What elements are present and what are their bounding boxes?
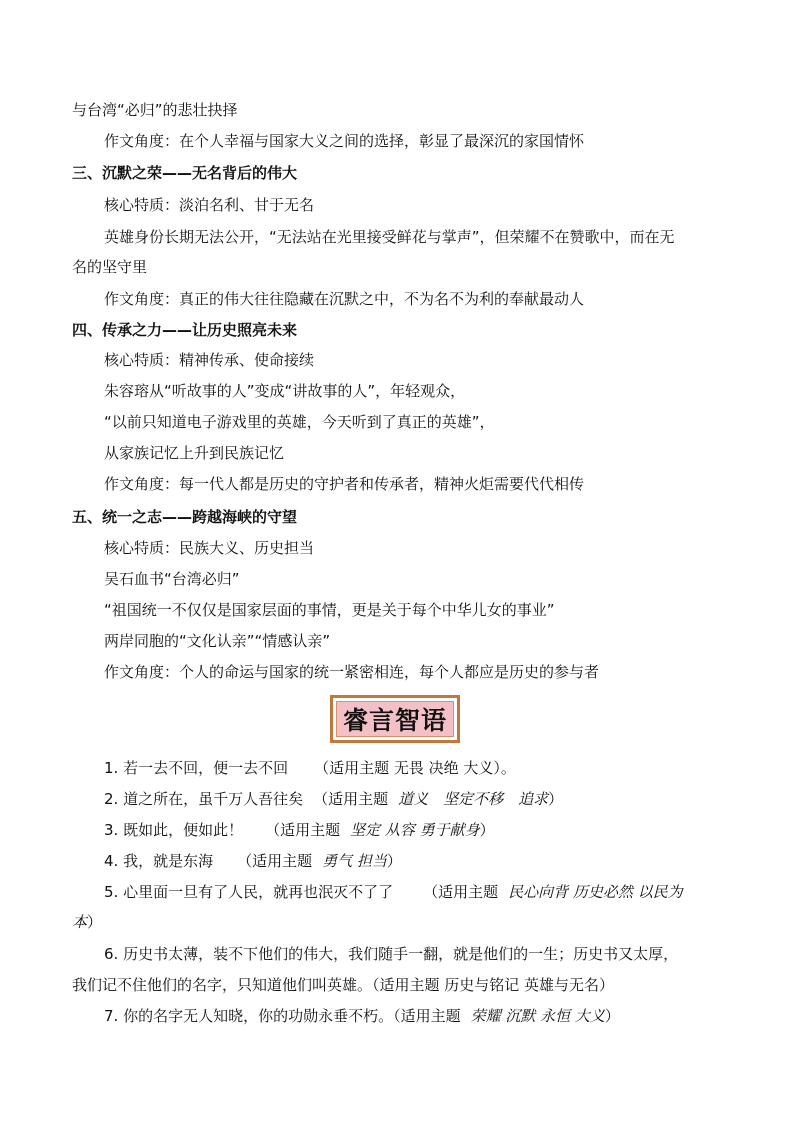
quote-theme-tags-cont: 本 — [72, 913, 88, 931]
quote-2 — [104, 789, 734, 809]
quote-5-continued — [72, 912, 732, 932]
writing-angle: 作文角度：每一代人都是历史的守护者和传承者，精神火炬需要代代相传 — [104, 475, 585, 493]
text-line: 吴石血书“台湾必归” — [104, 570, 240, 588]
writing-angle: 作文角度：真正的伟大往往隐藏在沉默之中，不为名不为利的奉献最动人 — [104, 290, 585, 308]
quote-3 — [104, 820, 734, 840]
text-line: 朱容瑢从“听故事的人”变成“讲故事的人”，年轻观众， — [104, 382, 466, 400]
quote-theme-tags: 坚定 从容 勇于献身 — [350, 821, 480, 839]
quote-theme-prefix: （适用主题 — [265, 821, 341, 839]
text-line: 从家族记忆上升到民族记忆 — [104, 444, 285, 462]
quote-text: 1. 若一去不回，便一去不回 — [104, 759, 289, 777]
quote-text: 2. 道之所在，虽千万人吾往矣 — [104, 790, 304, 808]
text-line: 与台湾“必归”的悲壮抉择 — [72, 101, 238, 119]
quote-theme-prefix: （适用主题 — [237, 852, 313, 870]
core-trait: 核心特质：淡泊名利、甘于无名 — [104, 196, 315, 214]
text-line: “祖国统一不仅仅是国家层面的事情，更是关于每个中华儿女的事业” — [104, 601, 555, 619]
core-trait: 核心特质：精神传承、使命接续 — [104, 351, 315, 369]
text-line: “以前只知道电子游戏里的英雄，今天听到了真正的英雄”， — [104, 413, 495, 431]
section-title: 睿言智语 — [336, 701, 454, 737]
quote-6-continued: 我们记不住他们的名字，只知道他们叫英雄。（适用主题 历史与铭记 英雄与无名） — [72, 976, 615, 994]
quote-theme-tags: 勇气 担当 — [322, 852, 387, 870]
quote-theme-suffix: ） — [87, 913, 103, 931]
core-trait: 核心特质：民族大义、历史担当 — [104, 539, 315, 557]
quote-theme-suffix: ） — [548, 790, 564, 808]
quote-theme-prefix: （适用主题 — [313, 790, 389, 808]
quote-5 — [104, 882, 734, 902]
text-line: 英雄身份长期无法公开，“无法站在光里接受鲜花与掌声”，但荣耀不在赞歌中，而在无 — [104, 228, 675, 246]
quote-theme-suffix: ） — [604, 1007, 620, 1025]
quote-theme-suffix: ） — [479, 821, 495, 839]
quote-6: 6. 历史书太薄，装不下他们的伟大，我们随手一翻，就是他们的一生；历史书又太厚， — [104, 945, 679, 963]
quote-theme-prefix: （适用主题 — [423, 883, 499, 901]
quote-1 — [104, 758, 734, 778]
quote-7 — [104, 1006, 734, 1026]
quote-4 — [104, 851, 734, 871]
section-title-box — [330, 695, 460, 743]
writing-angle: 作文角度：在个人幸福与国家大义之间的选择，彰显了最深沉的家国情怀 — [104, 132, 585, 150]
quote-theme-tags: 荣耀 沉默 永恒 大义 — [470, 1007, 605, 1025]
quote-theme: （适用主题 无畏 决绝 大义）。 — [314, 759, 516, 777]
text-line: 名的坚守里 — [72, 258, 148, 276]
quote-text: 5. 心里面一旦有了人民，就再也泯灭不了了 — [104, 883, 394, 901]
section-heading-4: 四、传承之力——让历史照亮未来 — [72, 321, 298, 339]
text-line: 两岸同胞的“文化认亲”“情感认亲” — [104, 632, 331, 650]
quote-theme-tags: 道义 坚定不移 追求 — [398, 790, 549, 808]
quote-text: 3. 既如此，便如此！ — [104, 821, 244, 839]
quote-theme-tags: 民心向背 历史必然 以民为 — [508, 883, 683, 901]
section-heading-3: 三、沉默之荣——无名背后的伟大 — [72, 164, 298, 182]
quote-text: 4. 我，就是东海 — [104, 852, 214, 870]
quote-text: 7. 你的名字无人知晓，你的功勋永垂不朽。（适用主题 — [104, 1007, 461, 1025]
writing-angle: 作文角度：个人的命运与国家的统一紧密相连，每个人都应是历史的参与者 — [104, 663, 600, 681]
section-heading-5: 五、统一之志——跨越海峡的守望 — [72, 508, 298, 526]
quote-theme-suffix: ） — [386, 852, 402, 870]
